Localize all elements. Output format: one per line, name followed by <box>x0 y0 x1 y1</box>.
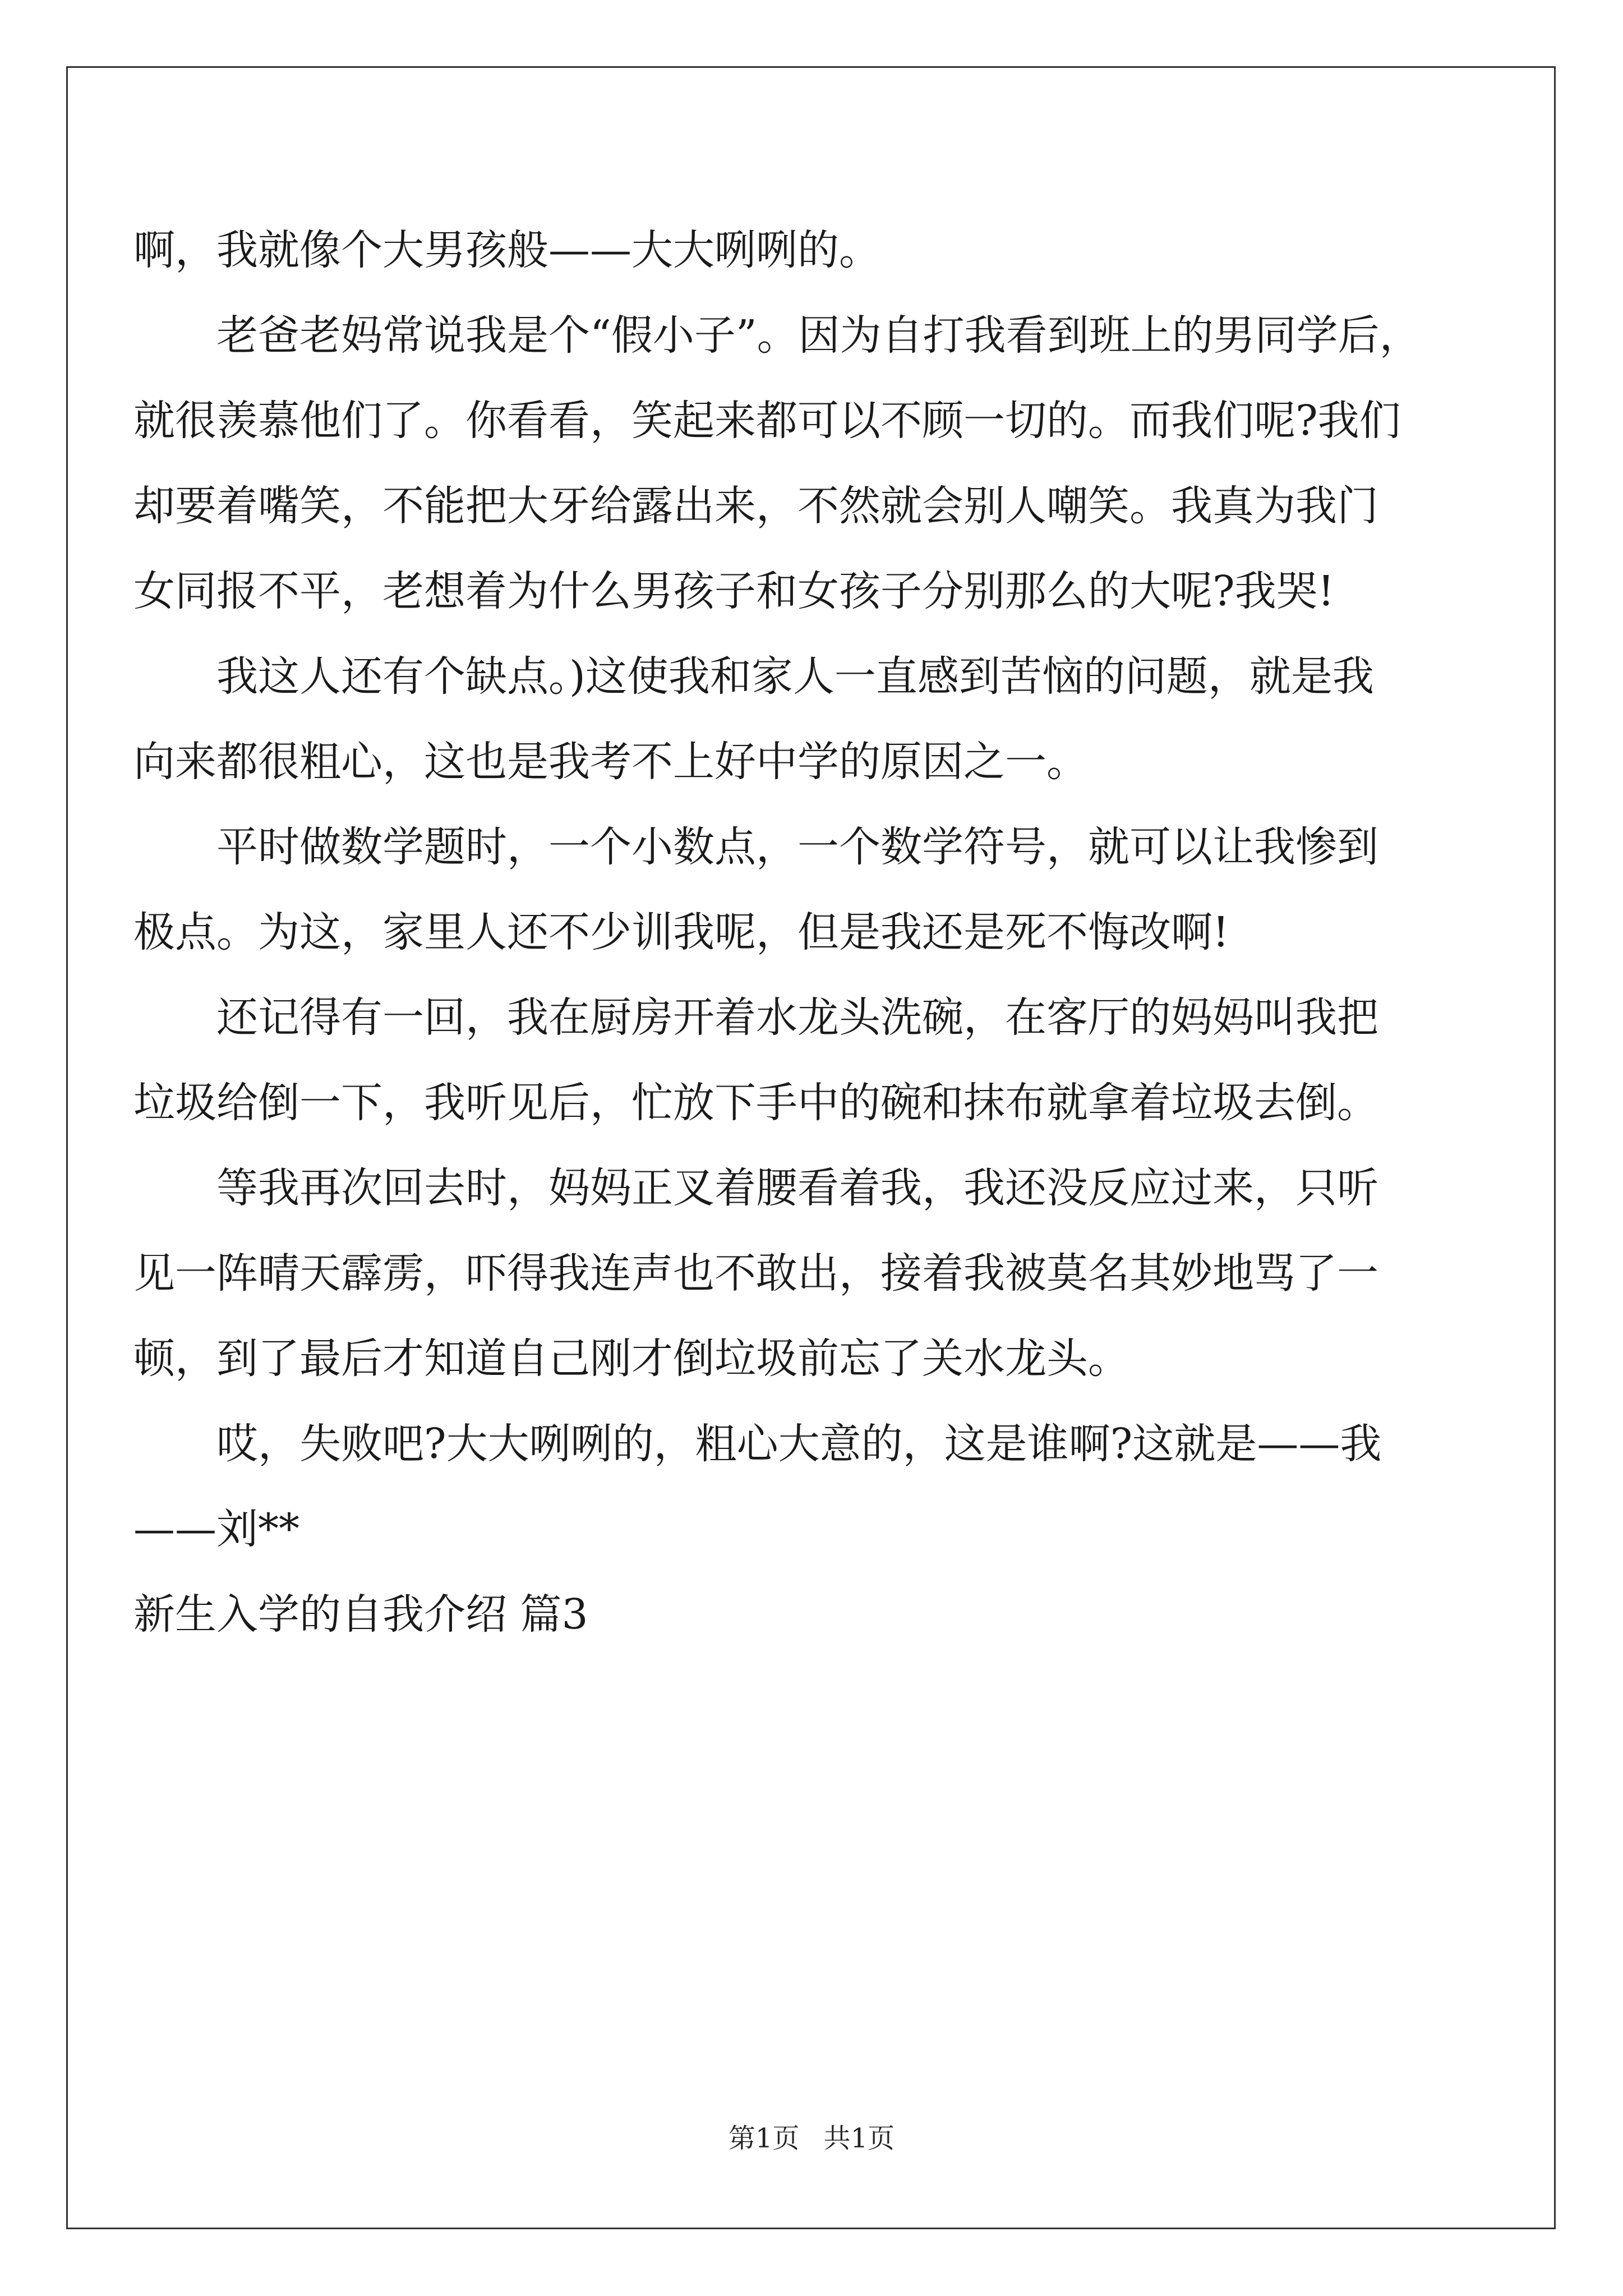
text-line: 见一阵晴天霹雳，吓得我连声也不敢出，接着我被莫名其妙地骂了一 <box>133 1249 1378 1297</box>
page-total: 共1页 <box>823 2123 895 2154</box>
text-line: 老爸老妈常说我是个“假小子”。因为自打我看到班上的男同学后， <box>216 311 1421 360</box>
text-line: 极点。为这，家里人还不少训我呢，但是我还是死不悔改啊! <box>133 908 1229 956</box>
text-line: 就很羡慕他们了。你看看，笑起来都可以不顾一切的。而我们呢?我们 <box>133 397 1401 445</box>
page-number: 第1页 <box>728 2123 800 2154</box>
text-line: 向来都很粗心，这也是我考不上好中学的原因之一。 <box>133 738 1088 786</box>
text-line: 平时做数学题时，一个小数点，一个数学符号，就可以让我惨到 <box>216 823 1378 871</box>
text-line: 啊，我就像个大男孩般——大大咧咧的。 <box>133 226 880 274</box>
text-line: 等我再次回去时，妈妈正叉着腰看着我，我还没反应过来，只听 <box>216 1164 1378 1212</box>
section-heading: 新生入学的自我介绍 篇3 <box>133 1590 588 1639</box>
text-line: 我这人还有个缺点。)这使我和家人一直感到苦恼的问题，就是我 <box>216 652 1374 701</box>
text-line: 哎，失败吧?大大咧咧的，粗心大意的，这是谁啊?这就是——我 <box>216 1420 1382 1468</box>
text-line: 却要着嘴笑，不能把大牙给露出来，不然就会别人嘲笑。我真为我门 <box>133 482 1378 530</box>
text-line: ——刘** <box>133 1505 299 1553</box>
page-footer <box>0 2122 1623 2155</box>
text-line: 垃圾给倒一下，我听见后，忙放下手中的碗和抹布就拿着垃圾去倒。 <box>133 1079 1378 1127</box>
text-line: 还记得有一回，我在厨房开着水龙头洗碗，在客厅的妈妈叫我把 <box>216 993 1378 1042</box>
text-line: 顿，到了最后才知道自己刚才倒垃圾前忘了关水龙头。 <box>133 1335 1129 1383</box>
document-body <box>133 208 1491 1657</box>
text-line: 女同报不平，老想着为什么男孩子和女孩子分别那么的大呢?我哭! <box>133 567 1335 615</box>
